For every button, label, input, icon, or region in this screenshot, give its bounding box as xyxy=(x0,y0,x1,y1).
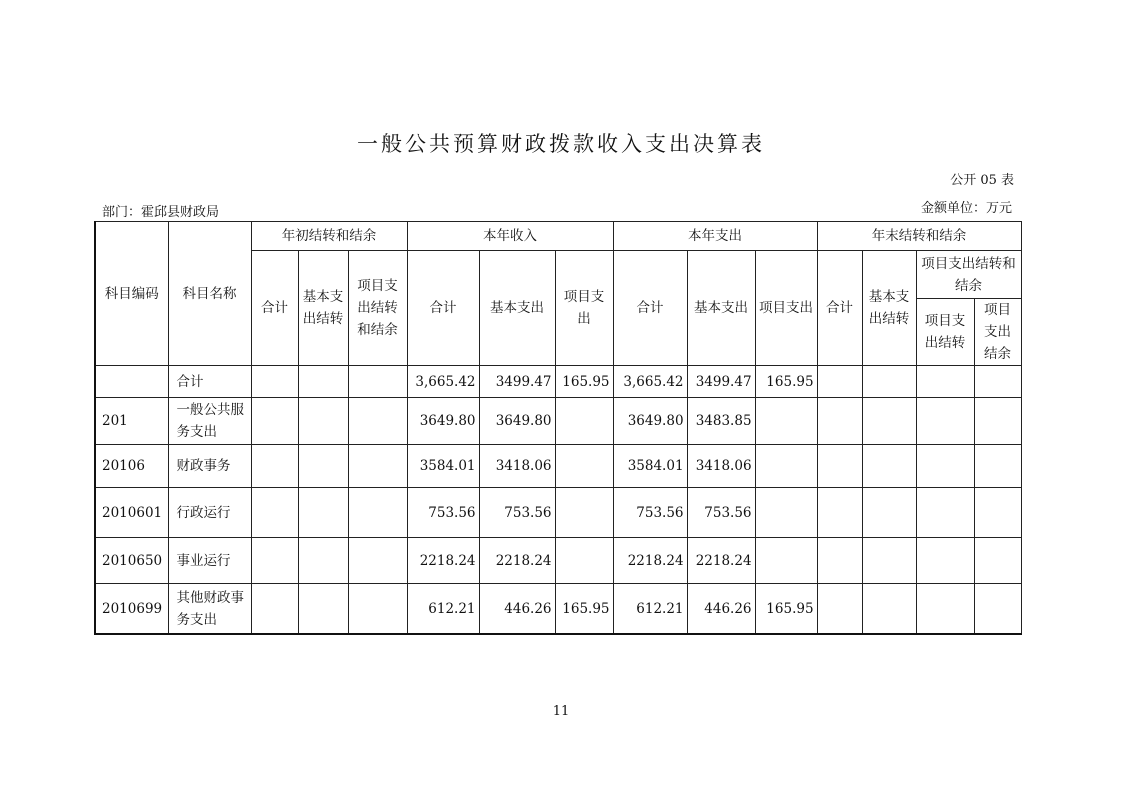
cell-opening-basic xyxy=(298,538,348,584)
table-row xyxy=(95,488,1021,538)
cell-opening-project xyxy=(348,538,407,584)
cell-income-project xyxy=(555,398,613,445)
table-row xyxy=(95,445,1021,488)
table-row-total xyxy=(95,366,1021,398)
cell-expense-total: 612.21 xyxy=(613,584,687,635)
cell-income-total: 3649.80 xyxy=(407,398,479,445)
cell-opening-basic xyxy=(298,445,348,488)
cell-expense-basic: 3418.06 xyxy=(687,445,755,488)
cell-income-project xyxy=(555,488,613,538)
cell-expense-basic: 753.56 xyxy=(687,488,755,538)
cell-name: 合计 xyxy=(168,366,251,398)
cell-closing-total xyxy=(817,445,862,488)
header-closing-balance: 年末结转和结余 xyxy=(817,222,1021,251)
cell-income-project xyxy=(555,538,613,584)
cell-expense-project xyxy=(755,538,817,584)
cell-opening-basic xyxy=(298,398,348,445)
header-expense-project: 项目支出 xyxy=(755,251,817,366)
cell-expense-project xyxy=(755,488,817,538)
header-closing-project-transfer: 项目支出结转 xyxy=(916,299,974,366)
cell-name: 事业运行 xyxy=(168,538,251,584)
header-closing-basic: 基本支出结转 xyxy=(862,251,916,366)
cell-code: 2010699 xyxy=(95,584,168,635)
cell-expense-basic: 3499.47 xyxy=(687,366,755,398)
cell-code: 20106 xyxy=(95,445,168,488)
header-income-basic: 基本支出 xyxy=(479,251,555,366)
cell-opening-basic xyxy=(298,584,348,635)
cell-opening-project xyxy=(348,445,407,488)
cell-code: 2010601 xyxy=(95,488,168,538)
cell-closing-total xyxy=(817,488,862,538)
cell-expense-project xyxy=(755,398,817,445)
header-name: 科目名称 xyxy=(168,222,251,366)
cell-closing-project-transfer xyxy=(916,538,974,584)
cell-expense-total: 3584.01 xyxy=(613,445,687,488)
table-row xyxy=(95,538,1021,584)
cell-closing-basic xyxy=(862,445,916,488)
header-annual-expense: 本年支出 xyxy=(613,222,817,251)
cell-closing-basic xyxy=(862,366,916,398)
amount-unit-label: 金额单位：万元 xyxy=(920,201,1012,216)
cell-closing-basic xyxy=(862,584,916,635)
cell-closing-project-transfer xyxy=(916,398,974,445)
cell-closing-project-surplus xyxy=(974,584,1021,635)
cell-code: 2010650 xyxy=(95,538,168,584)
cell-closing-project-surplus xyxy=(974,488,1021,538)
header-opening-project: 项目支出结转和结余 xyxy=(348,251,407,366)
cell-opening-total xyxy=(251,488,298,538)
cell-expense-total: 3649.80 xyxy=(613,398,687,445)
header-code: 科目编码 xyxy=(95,222,168,366)
cell-closing-basic xyxy=(862,538,916,584)
cell-expense-project: 165.95 xyxy=(755,584,817,635)
header-expense-total: 合计 xyxy=(613,251,687,366)
cell-opening-total xyxy=(251,398,298,445)
cell-opening-project xyxy=(348,366,407,398)
cell-expense-total: 3,665.42 xyxy=(613,366,687,398)
header-annual-income: 本年收入 xyxy=(407,222,613,251)
cell-expense-total: 753.56 xyxy=(613,488,687,538)
cell-income-project: 165.95 xyxy=(555,366,613,398)
table-row xyxy=(95,584,1021,635)
cell-expense-project: 165.95 xyxy=(755,366,817,398)
cell-opening-project xyxy=(348,584,407,635)
header-closing-total: 合计 xyxy=(817,251,862,366)
table-row xyxy=(95,398,1021,445)
cell-name: 一般公共服务支出 xyxy=(168,398,251,445)
cell-closing-total xyxy=(817,584,862,635)
cell-income-basic: 753.56 xyxy=(479,488,555,538)
cell-opening-project xyxy=(348,488,407,538)
header-closing-project: 项目支出结转和结余 xyxy=(916,251,1021,299)
header-closing-project-surplus: 项目支出结余 xyxy=(974,299,1021,366)
cell-expense-total: 2218.24 xyxy=(613,538,687,584)
cell-expense-basic: 3483.85 xyxy=(687,398,755,445)
cell-name: 其他财政事务支出 xyxy=(168,584,251,635)
cell-opening-total xyxy=(251,538,298,584)
cell-closing-basic xyxy=(862,398,916,445)
cell-closing-project-surplus xyxy=(974,445,1021,488)
cell-expense-basic: 446.26 xyxy=(687,584,755,635)
cell-income-project xyxy=(555,445,613,488)
cell-closing-total xyxy=(817,398,862,445)
cell-income-total: 2218.24 xyxy=(407,538,479,584)
cell-opening-total xyxy=(251,584,298,635)
cell-closing-project-transfer xyxy=(916,445,974,488)
cell-name: 行政运行 xyxy=(168,488,251,538)
cell-income-total: 753.56 xyxy=(407,488,479,538)
header-income-project: 项目支出 xyxy=(555,251,613,366)
page-number: 11 xyxy=(552,704,570,719)
cell-closing-project-surplus xyxy=(974,366,1021,398)
header-income-total: 合计 xyxy=(407,251,479,366)
form-number: 公开 05 表 xyxy=(950,173,1014,188)
cell-closing-total xyxy=(817,366,862,398)
budget-table xyxy=(94,221,1022,635)
cell-income-basic: 3418.06 xyxy=(479,445,555,488)
cell-expense-basic: 2218.24 xyxy=(687,538,755,584)
cell-closing-project-surplus xyxy=(974,538,1021,584)
cell-closing-basic xyxy=(862,488,916,538)
cell-income-basic: 2218.24 xyxy=(479,538,555,584)
cell-income-basic: 3649.80 xyxy=(479,398,555,445)
cell-closing-total xyxy=(817,538,862,584)
header-opening-basic: 基本支出结转 xyxy=(298,251,348,366)
cell-code: 201 xyxy=(95,398,168,445)
page-title: 一般公共预算财政拨款收入支出决算表 xyxy=(357,132,765,156)
cell-expense-project xyxy=(755,445,817,488)
header-opening-total: 合计 xyxy=(251,251,298,366)
department-label: 部门：霍邱县财政局 xyxy=(102,205,220,220)
cell-code xyxy=(95,366,168,398)
header-opening-balance: 年初结转和结余 xyxy=(251,222,407,251)
cell-opening-total xyxy=(251,366,298,398)
cell-opening-basic xyxy=(298,488,348,538)
cell-income-total: 612.21 xyxy=(407,584,479,635)
cell-closing-project-surplus xyxy=(974,398,1021,445)
cell-closing-project-transfer xyxy=(916,584,974,635)
cell-closing-project-transfer xyxy=(916,488,974,538)
cell-closing-project-transfer xyxy=(916,366,974,398)
cell-income-basic: 446.26 xyxy=(479,584,555,635)
cell-opening-project xyxy=(348,398,407,445)
cell-income-total: 3584.01 xyxy=(407,445,479,488)
cell-income-basic: 3499.47 xyxy=(479,366,555,398)
cell-opening-total xyxy=(251,445,298,488)
cell-income-total: 3,665.42 xyxy=(407,366,479,398)
header-expense-basic: 基本支出 xyxy=(687,251,755,366)
cell-income-project: 165.95 xyxy=(555,584,613,635)
cell-opening-basic xyxy=(298,366,348,398)
cell-name: 财政事务 xyxy=(168,445,251,488)
